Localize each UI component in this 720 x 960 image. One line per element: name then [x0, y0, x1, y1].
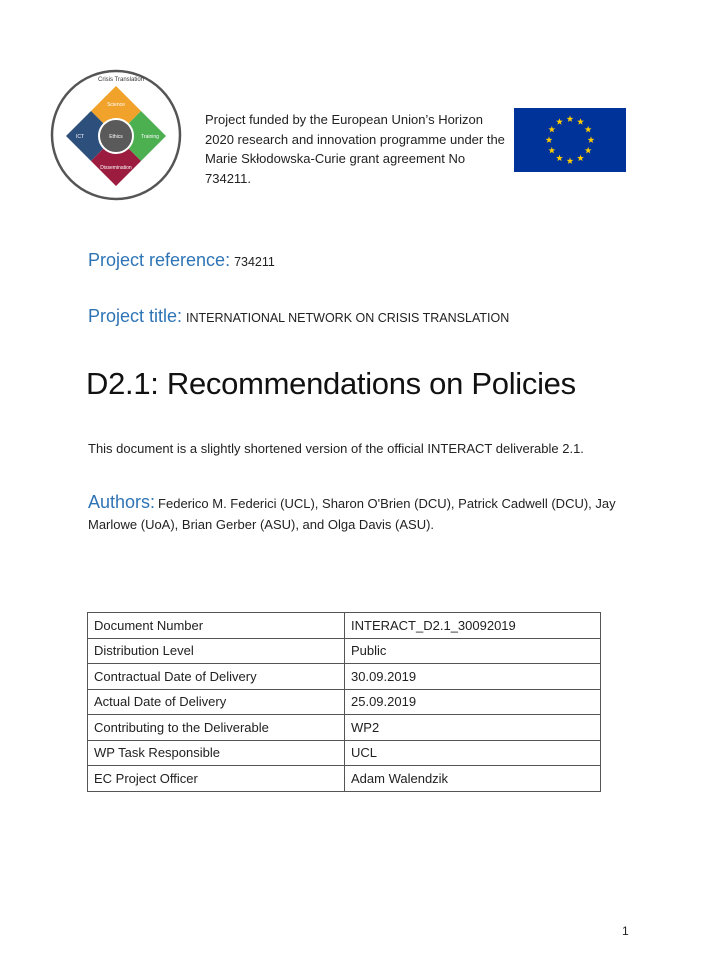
- project-title: [88, 306, 509, 327]
- authors-label: Authors:: [88, 492, 156, 512]
- table-row: [88, 740, 601, 766]
- table-value: 30.09.2019: [345, 664, 601, 690]
- table-key: EC Project Officer: [88, 766, 345, 792]
- logo-ring-text: Crisis Translation: [98, 77, 145, 83]
- table-key: WP Task Responsible: [88, 740, 345, 766]
- table-row: [88, 715, 601, 741]
- interact-logo: [46, 68, 186, 202]
- logo-top-label: Science: [107, 102, 125, 108]
- project-title-label: Project title:: [88, 306, 183, 326]
- logo-left-label: ICT: [75, 134, 85, 140]
- document-note: This document is a slightly shortened version of the official INTERACT deliverable 2.1.: [88, 441, 584, 456]
- table-value: UCL: [345, 740, 601, 766]
- table-row: [88, 766, 601, 792]
- table-row: [88, 613, 601, 639]
- authors-value: Federico M. Federici (UCL), Sharon O'Brien (DCU), Patrick Cadwell (DCU), Jay Marlowe (UoA), Brian Gerber (ASU), and Olga Davis (ASU).: [88, 496, 616, 532]
- table-row: [88, 664, 601, 690]
- project-title-value: INTERNATIONAL NETWORK ON CRISIS TRANSLATION: [186, 311, 510, 325]
- table-row: [88, 638, 601, 664]
- eu-flag-icon: [514, 108, 626, 172]
- document-info-table: [87, 612, 601, 792]
- project-reference: [88, 250, 275, 271]
- logo-center-label: Ethics: [109, 134, 123, 140]
- project-reference-label: Project reference:: [88, 250, 231, 270]
- authors: [88, 492, 628, 535]
- logo-bottom-label: Dissemination: [100, 165, 132, 171]
- table-value: 25.09.2019: [345, 689, 601, 715]
- document-title: D2.1: Recommendations on Policies: [86, 366, 576, 401]
- table-row: [88, 689, 601, 715]
- table-value: Public: [345, 638, 601, 664]
- table-key: Actual Date of Delivery: [88, 689, 345, 715]
- table-key: Contributing to the Deliverable: [88, 715, 345, 741]
- project-reference-value: 734211: [234, 255, 275, 269]
- table-value: WP2: [345, 715, 601, 741]
- table-key: Distribution Level: [88, 638, 345, 664]
- funding-statement: Project funded by the European Union’s Horizon 2020 research and innovation programme under the Marie Skłodowska-Curie grant agreement No 734211.: [205, 112, 505, 186]
- logo-right-label: Training: [141, 134, 159, 140]
- page-number: 1: [622, 924, 629, 938]
- table-value: INTERACT_D2.1_30092019: [345, 613, 601, 639]
- table-value: Adam Walendzik: [345, 766, 601, 792]
- table-key: Document Number: [88, 613, 345, 639]
- table-key: Contractual Date of Delivery: [88, 664, 345, 690]
